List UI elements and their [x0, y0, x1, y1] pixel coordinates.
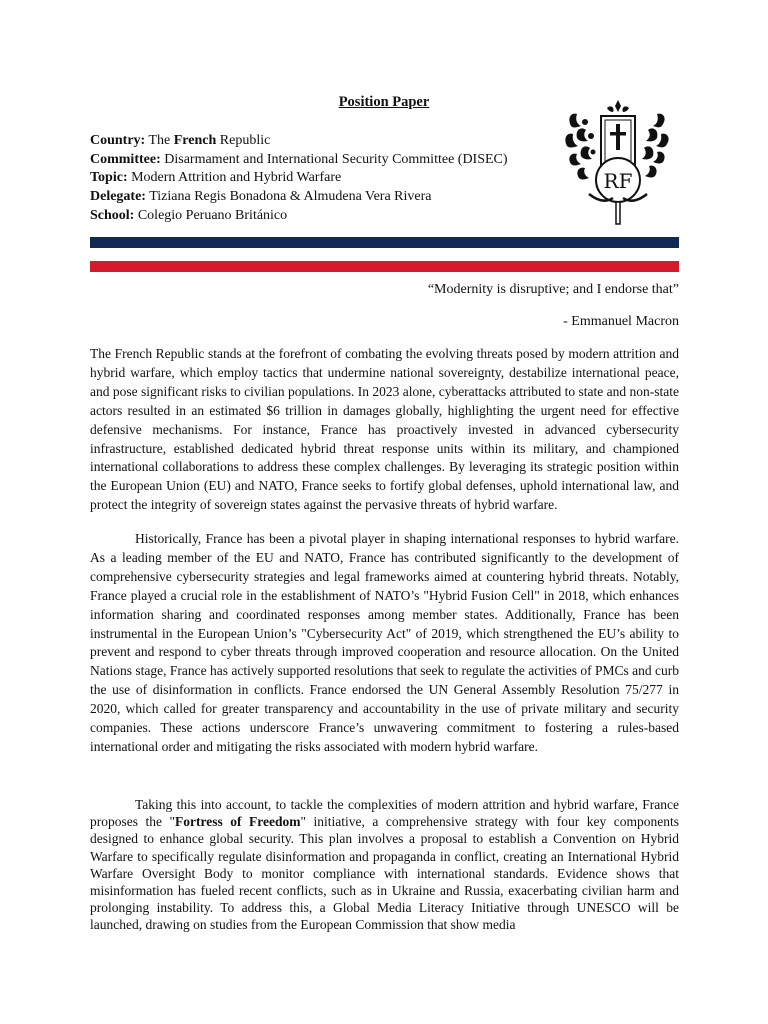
topic-row — [90, 169, 560, 188]
epigraph-quote: “Modernity is disruptive; and I endorse that” — [427, 282, 679, 297]
paragraph-proposal — [90, 796, 679, 934]
epigraph-author: - Emmanuel Macron — [563, 314, 679, 329]
proposal-text-rest: " initiative, a comprehensive strategy with four key components designed to enhance global security. This plan involves a proposal to establish a Convention on Hybrid Warfare to specifically regulate disinformation and propaganda in conflict, creating an International Hybrid Warfare Oversight Body to monitor compliance with international standards. Evidence shows that misinformation has fueled recent conflicts, such as in Ukraine and Russia, exacerbating civilian harm and prolonging instability. To address this, a Global Media Literacy Initiative through UNESCO will be launched, drawing on studies from the European Commission that show media — [90, 814, 680, 933]
country-row — [90, 132, 560, 151]
school-row — [90, 207, 560, 226]
committee-row — [90, 151, 560, 170]
french-republic-emblem-icon — [563, 98, 673, 226]
committee-label: Committee: — [90, 151, 161, 167]
country-pre: The — [148, 133, 171, 148]
proposal-text-start: Taking this into account, to tackle the complexities of modern attrition and hybrid warfare, France proposes the " — [90, 797, 679, 830]
topic-value: Modern Attrition and Hybrid Warfare — [131, 170, 342, 186]
paper-metadata — [90, 132, 560, 226]
delegate-value: Tiziana Regis Bonadona & Almudena Vera Rivera — [149, 189, 432, 205]
initiative-name: Fortress of Freedom — [175, 814, 301, 830]
country-label: Country: — [90, 133, 146, 148]
emblem-monogram: RF — [603, 169, 633, 193]
committee-value: Disarmament and International Security Committee (DISEC) — [164, 151, 508, 167]
country-name-bold: French — [173, 133, 217, 148]
delegate-label: Delegate: — [90, 189, 146, 205]
school-label: School: — [90, 207, 135, 223]
flag-band-red — [90, 261, 679, 272]
country-post: Republic — [219, 133, 271, 148]
school-value: Colegio Peruano Británico — [137, 207, 288, 223]
delegate-row — [90, 188, 560, 207]
paragraph-introduction: The French Republic stands at the forefront of combating the evolving threats posed by modern attrition and hybrid warfare, which employ tactics that undermine national sovereignty, destabilize international peace, and pose significant risks to civilian populations. In 2023 alone, cyberattacks attributed to state and non-state actors resulted in an estimated $6 trillion in damages globally, highlighting the urgent need for effective defensive mechanisms. For instance, France has proactively invested in advanced cybersecurity infrastructure, established dedicated hybrid threat response units within its military, and championed international collaborations to address these complex challenges. By leveraging its strategic position within the European Union (EU) and NATO, France seeks to fortify global defenses, uphold international law, and protect the integrity of sovereign states against the pervasive threats of hybrid warfare. — [90, 346, 679, 513]
page-title: Position Paper — [338, 94, 430, 110]
paragraph-history: Historically, France has been a pivotal player in shaping international responses to hybrid warfare. As a leading member of the EU and NATO, France has contributed significantly to the development of comprehensive cybersecurity strategies and legal frameworks aimed at countering hybrid threats. Notably, France played a crucial role in the establishment of NATO’s "Hybrid Fusion Cell" in 2018, which enhances information sharing and coordinated responses among member states. Additionally, France has been instrumental in the European Union’s "Cybersecurity Act" of 2019, which strengthened the EU’s ability to prevent and respond to cyber threats through improved cooperation and resource allocation. On the United Nations stage, France has actively supported resolutions that seek to regulate the activities of PMCs and curb the use of disinformation in conflicts. France endorsed the UN General Assembly Resolution 75/277 in 2020, which called for greater transparency and accountability in the use of private military and security companies. These actions underscore France’s unwavering commitment to fostering a rules-based international order and mitigating the risks associated with modern hybrid warfare. — [90, 531, 679, 754]
flag-band-navy — [90, 237, 679, 248]
topic-label: Topic: — [90, 170, 128, 186]
